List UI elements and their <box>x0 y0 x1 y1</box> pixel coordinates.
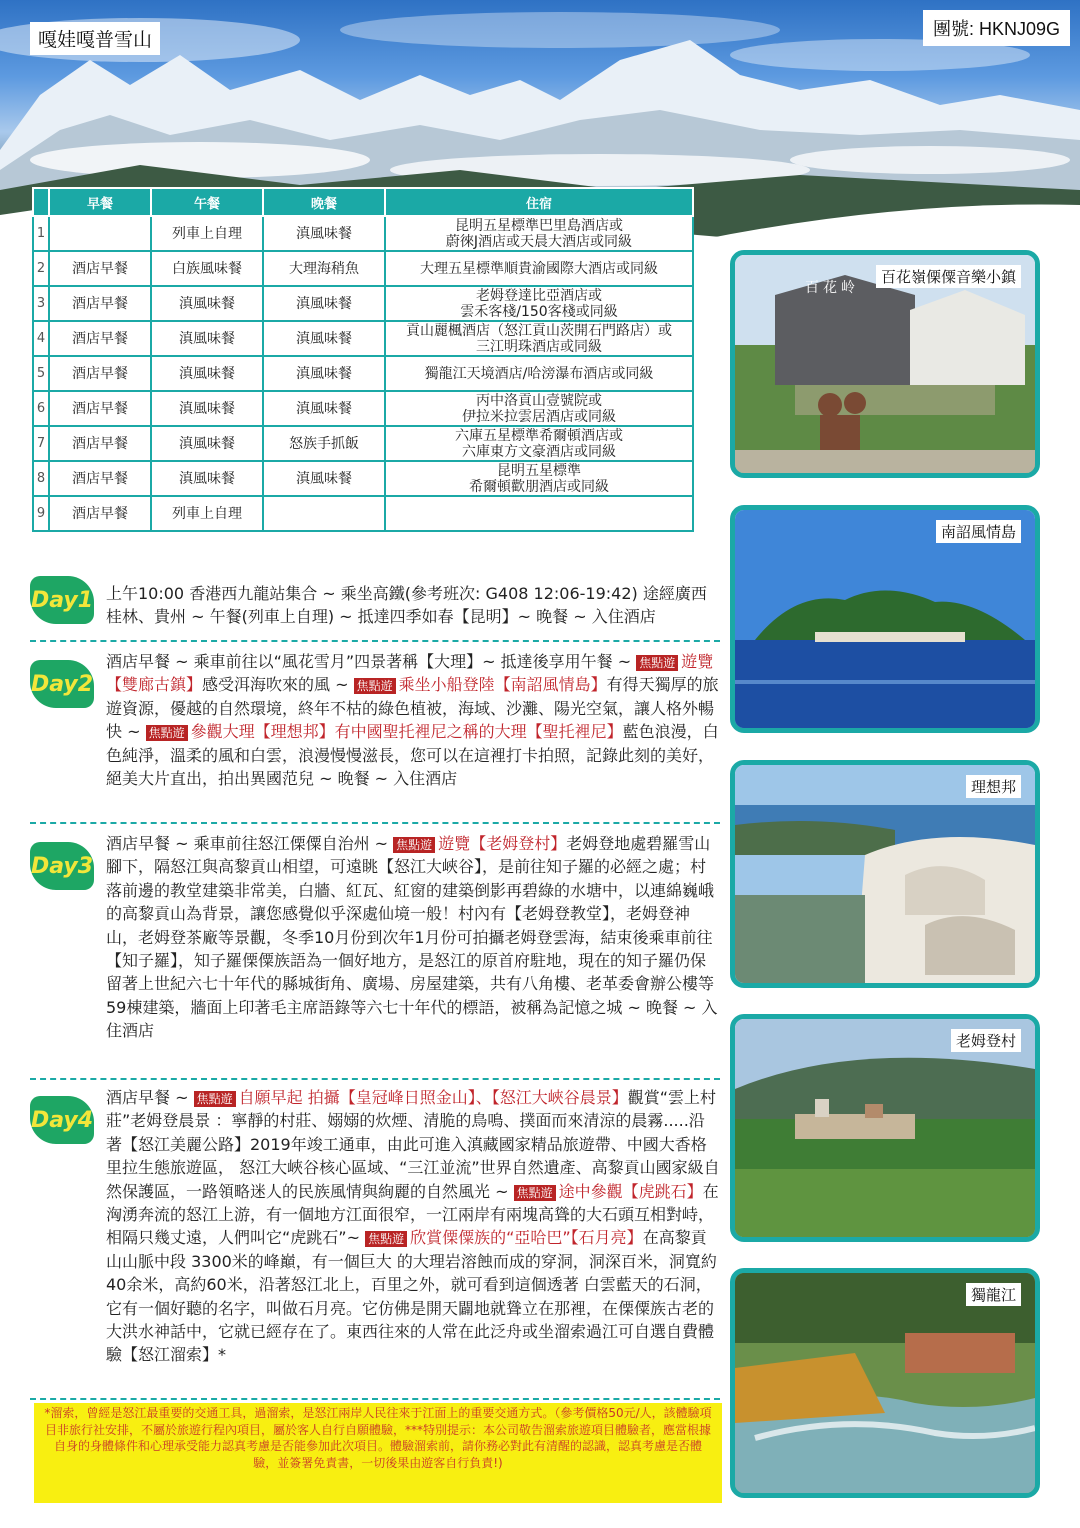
day-1-description <box>106 582 720 629</box>
dinner-cell: 大理海稍魚 <box>263 251 385 286</box>
highlight-text: 乘坐小船登陸【南詔風情島】 <box>398 675 607 695</box>
highlight-text: 自願早起 拍攝【皇冠峰日照金山】、【怒江大峽谷晨景】 <box>238 1088 628 1107</box>
itinerary-text: 酒店早餐 ~ <box>106 1088 194 1107</box>
hotel-line: 丙中洛貢山壹號院或 <box>476 392 602 409</box>
hotel-cell <box>385 286 693 321</box>
itinerary-text: 酒店早餐 ~ 乘車前往以“風花雪月”四景著稱【大理】~ 抵達後享用午餐 ~ <box>106 652 637 671</box>
river-photo-image <box>735 1273 1035 1493</box>
day-3-section <box>30 832 720 1072</box>
table-header-hotel: 住宿 <box>385 188 693 216</box>
hotel-cell <box>385 391 693 426</box>
day-badge: Day2 <box>30 660 94 708</box>
photo-label: 獨龍江 <box>966 1283 1021 1306</box>
hotel-cell <box>385 321 693 356</box>
lunch-cell: 白族風味餐 <box>151 251 263 286</box>
highlight-tag: 焦點遊 <box>194 1091 236 1107</box>
day-badge: Day1 <box>30 576 94 624</box>
breakfast-cell: 酒店早餐 <box>49 251 151 286</box>
day-number-cell: 9 <box>33 496 49 531</box>
lunch-cell: 滇風味餐 <box>151 321 263 356</box>
itinerary-text: 酒店早餐 ~ 乘車前往怒江傈僳自治州 ~ <box>106 834 394 853</box>
breakfast-cell: 酒店早餐 <box>49 321 151 356</box>
tour-code: 團號: HKNJ09G <box>923 10 1070 46</box>
day-number-cell: 7 <box>33 426 49 461</box>
photo-lixiangbang <box>730 760 1040 988</box>
hotel-cell <box>385 216 693 251</box>
highlight-tag: 焦點遊 <box>636 655 678 671</box>
itinerary-text: 有得天獨厚的旅遊資源，優越的自然環境，終年不枯的綠色植被，海域、沙灘、陽光空氣，讓人格外暢快 ~ <box>106 675 719 742</box>
highlight-text: 途中參觀【虎跳石】 <box>558 1181 703 1201</box>
itinerary-text: 上午10:00 香港西九龍站集合 ~ 乘坐高鐵(參考班次: G408 12:06-19:42) 途經廣西桂林、貴州 ~ 午餐(列車上自理) ~ 抵達四季如春【昆明】~ 晚餐 ~ 入住酒店 <box>106 584 707 627</box>
day-3-description <box>106 832 720 1043</box>
highlight-tag: 焦點遊 <box>514 1185 556 1201</box>
day-number-cell: 4 <box>33 321 49 356</box>
photo-laomudeng-village <box>730 1014 1040 1242</box>
hotel-cell <box>385 356 693 391</box>
breakfast-cell: 酒店早餐 <box>49 461 151 496</box>
hotel-line: 昆明五星標準巴里島酒店或 <box>455 217 623 234</box>
dinner-cell: 滇風味餐 <box>263 286 385 321</box>
hotel-line: 三江明珠酒店或同級 <box>476 338 602 355</box>
day-number-cell: 8 <box>33 461 49 496</box>
day-number-cell: 1 <box>33 216 49 251</box>
hotel-cell <box>385 461 693 496</box>
hotel-line: 貢山麗楓酒店（怒江貢山茨開石門路店）或 <box>406 322 672 339</box>
hotel-line: 蔚徠J酒店或天晨大酒店或同級 <box>445 233 633 250</box>
dinner-cell: 怒族手抓飯 <box>263 426 385 461</box>
photo-label: 南詔風情島 <box>936 520 1021 543</box>
hotel-line: 昆明五星標準 <box>497 462 581 479</box>
table-header-breakfast: 早餐 <box>49 188 151 216</box>
table-row <box>33 216 693 251</box>
photo-label: 老姆登村 <box>951 1029 1021 1052</box>
divider <box>30 1398 720 1400</box>
table-row <box>33 251 693 286</box>
hotel-line: 伊拉米拉雲居酒店或同級 <box>462 408 616 425</box>
hotel-line: 雲禾客棧/150客棧或同級 <box>460 303 618 320</box>
dinner-cell: 滇風味餐 <box>263 391 385 426</box>
hotel-cell <box>385 426 693 461</box>
day-4-description <box>106 1086 720 1367</box>
day-2-description <box>106 650 720 790</box>
table-row <box>33 391 693 426</box>
photo-baihualing-town <box>730 250 1040 478</box>
dinner-cell: 滇風味餐 <box>263 461 385 496</box>
photo-nanzhao-island <box>730 505 1040 733</box>
day-1-section <box>30 574 720 634</box>
highlight-text: 欣賞傈僳族的“亞哈巴”【石月亮】 <box>410 1228 643 1248</box>
zipline-disclaimer-note: *溜索，曾經是怒江最重要的交通工具，過溜索，是怒江兩岸人民往來于江面上的重要交通方式。（參考價格50元/人，該體驗項目非旅行社安排，不屬於旅遊行程內項目，屬於客人自行自願體驗，***特別提示：本公司敬告溜索旅遊項目體驗者，應當根據自身的身體條件和心理承受能力認真考慮是否能參加此次項目。體驗溜索前，請你務必對此有清醒的認識，認真考慮是否體驗，並簽署免責書，一切後果由遊客自行負責!) <box>34 1403 722 1503</box>
hotel-line: 六庫東方文豪酒店或同級 <box>462 443 616 460</box>
highlight-tag: 焦點遊 <box>146 725 188 741</box>
hotel-cell <box>385 251 693 286</box>
table-row <box>33 356 693 391</box>
dinner-cell <box>263 496 385 531</box>
itinerary-text: 觀賞“雲上村莊”老姆登晨景 ：寧靜的村莊、嫋嫋的炊煙、清脆的鳥鳴、撲面而來清涼的晨霧.....沿著【怒江美麗公路】2019年竣工通車，由此可進入滇藏國家精品旅遊帶、中國大香格里拉生態旅遊區， 怒江大峽谷核心區域、“三江並流”世界自然遺產、高黎貢山國家級自然保護區，一路領略迷人的民族風情與絢麗的自然風光 ~ <box>106 1088 720 1201</box>
dinner-cell: 滇風味餐 <box>263 356 385 391</box>
photo-label: 理想邦 <box>966 775 1021 798</box>
lunch-cell: 滇風味餐 <box>151 426 263 461</box>
hotel-line: 獨龍江天境酒店/哈滂瀑布酒店或同級 <box>424 365 654 382</box>
day-number-cell: 5 <box>33 356 49 391</box>
hotel-line: 六庫五星標準希爾頓酒店或 <box>455 427 623 444</box>
table-header-lunch: 午餐 <box>151 188 263 216</box>
sign-text: 百花岭 <box>805 280 859 296</box>
breakfast-cell: 酒店早餐 <box>49 356 151 391</box>
lunch-cell: 滇風味餐 <box>151 461 263 496</box>
highlight-tag: 焦點遊 <box>393 837 435 853</box>
table-header-row <box>33 188 693 216</box>
breakfast-cell: 酒店早餐 <box>49 496 151 531</box>
itinerary-text: 感受洱海吹來的風 ~ <box>202 675 354 695</box>
highlight-text: 參觀大理【理想邦】有中國聖托裡尼之稱的大理【聖托裡尼】 <box>190 722 623 742</box>
table-header-dinner: 晚餐 <box>263 188 385 216</box>
day-number-cell: 3 <box>33 286 49 321</box>
itinerary-text: 藍色浪漫，白色純淨，溫柔的風和白雲，浪漫慢慢滋長，您可以在這裡打卡拍照，記錄此刻的美好，絕美大片直出，拍出異國范兒 ~ 晚餐 ~ 入住酒店 <box>106 722 719 789</box>
highlight-text: 遊覽【雙廊古鎮】 <box>106 652 714 695</box>
table-header-day <box>33 188 49 216</box>
photo-dulong-river <box>730 1268 1040 1498</box>
hotel-line: 老姆登達比亞酒店或 <box>476 287 602 304</box>
highlight-tag: 焦點遊 <box>365 1231 407 1247</box>
table-row <box>33 496 693 531</box>
divider <box>30 822 720 824</box>
photo-label: 百花嶺傈僳音樂小鎮 <box>876 265 1021 288</box>
breakfast-cell: 酒店早餐 <box>49 286 151 321</box>
hotel-line: 大理五星標準順貴渝國際大酒店或同級 <box>420 260 658 277</box>
day-badge: Day4 <box>30 1096 94 1144</box>
meal-hotel-table <box>32 187 694 532</box>
day-badge: Day3 <box>30 842 94 890</box>
day-number-cell: 6 <box>33 391 49 426</box>
hotel-cell <box>385 496 693 531</box>
lunch-cell: 列車上自理 <box>151 496 263 531</box>
day-number-cell: 2 <box>33 251 49 286</box>
dinner-cell: 滇風味餐 <box>263 216 385 251</box>
table-row <box>33 426 693 461</box>
lunch-cell: 滇風味餐 <box>151 286 263 321</box>
breakfast-cell: 酒店早餐 <box>49 426 151 461</box>
lunch-cell: 列車上自理 <box>151 216 263 251</box>
day-2-section <box>30 650 720 820</box>
itinerary-text: 在洶湧奔流的怒江上游，有一個地方江面很窄，一江兩岸有兩塊高聳的大石頭互相對峙，相隔只幾丈遠，人們叫它“虎跳石”~ <box>106 1181 719 1248</box>
breakfast-cell: 酒店早餐 <box>49 391 151 426</box>
dinner-cell: 滇風味餐 <box>263 321 385 356</box>
highlight-text: 遊覽【老姆登村】 <box>438 834 567 853</box>
day-4-section <box>30 1086 720 1396</box>
hotel-line: 希爾頓歡朋酒店或同級 <box>469 478 609 495</box>
divider <box>30 1078 720 1080</box>
lunch-cell: 滇風味餐 <box>151 356 263 391</box>
itinerary-text: 在高黎貢山山脈中段 3300米的峰巔，有一個巨大 的大理岩溶蝕而成的穿洞，洞深百米，洞寬約40余米，高約60米，沿著怒江北上，百里之外，就可看到這個透著 白雲藍天的石洞，它有一個好聽的名字，叫做石月亮。它仿佛是開天闢地就聳立在那裡，在傈僳族古老的大洪水神話中，它就已經存在了。東西往來的人常在此泛舟或坐溜索過江可自選自費體驗【怒江溜索】* <box>106 1228 717 1365</box>
hero-location-label: 嘎娃嘎普雪山 <box>30 22 160 55</box>
highlight-tag: 焦點遊 <box>354 678 396 694</box>
breakfast-cell <box>49 216 151 251</box>
table-row <box>33 461 693 496</box>
table-row <box>33 321 693 356</box>
meal-table-body <box>33 216 693 531</box>
lunch-cell: 滇風味餐 <box>151 391 263 426</box>
table-row <box>33 286 693 321</box>
itinerary-text: 老姆登地處碧羅雪山腳下，隔怒江與高黎貢山相望，可遠眺【怒江大峽谷】，是前往知子羅的必經之處；村落前邊的教堂建築非常美，白牆、紅瓦、紅窗的建築倒影再碧綠的水塘中，以連綿巍峨的高黎貢山為背景，讓您感覺似乎深處仙境一般！村內有【老姆登教堂】，老姆登神山，老姆登茶廠等景觀，冬季10月份到次年1月份可拍攝老姆登雲海，結束後乘車前往【知子羅】，知子羅傈僳族語為一個好地方，是怒江的原首府駐地，現在的知子羅仍保留著上世紀六七十年代的縣城街角、廣場、房屋建築，共有八角樓、老革委會辦公樓等59棟建築，牆面上印著毛主席語錄等六七十年代的標語，被稱為記憶之城 ~ 晚餐 ~ 入住酒店 <box>106 834 718 1041</box>
divider <box>30 640 720 642</box>
